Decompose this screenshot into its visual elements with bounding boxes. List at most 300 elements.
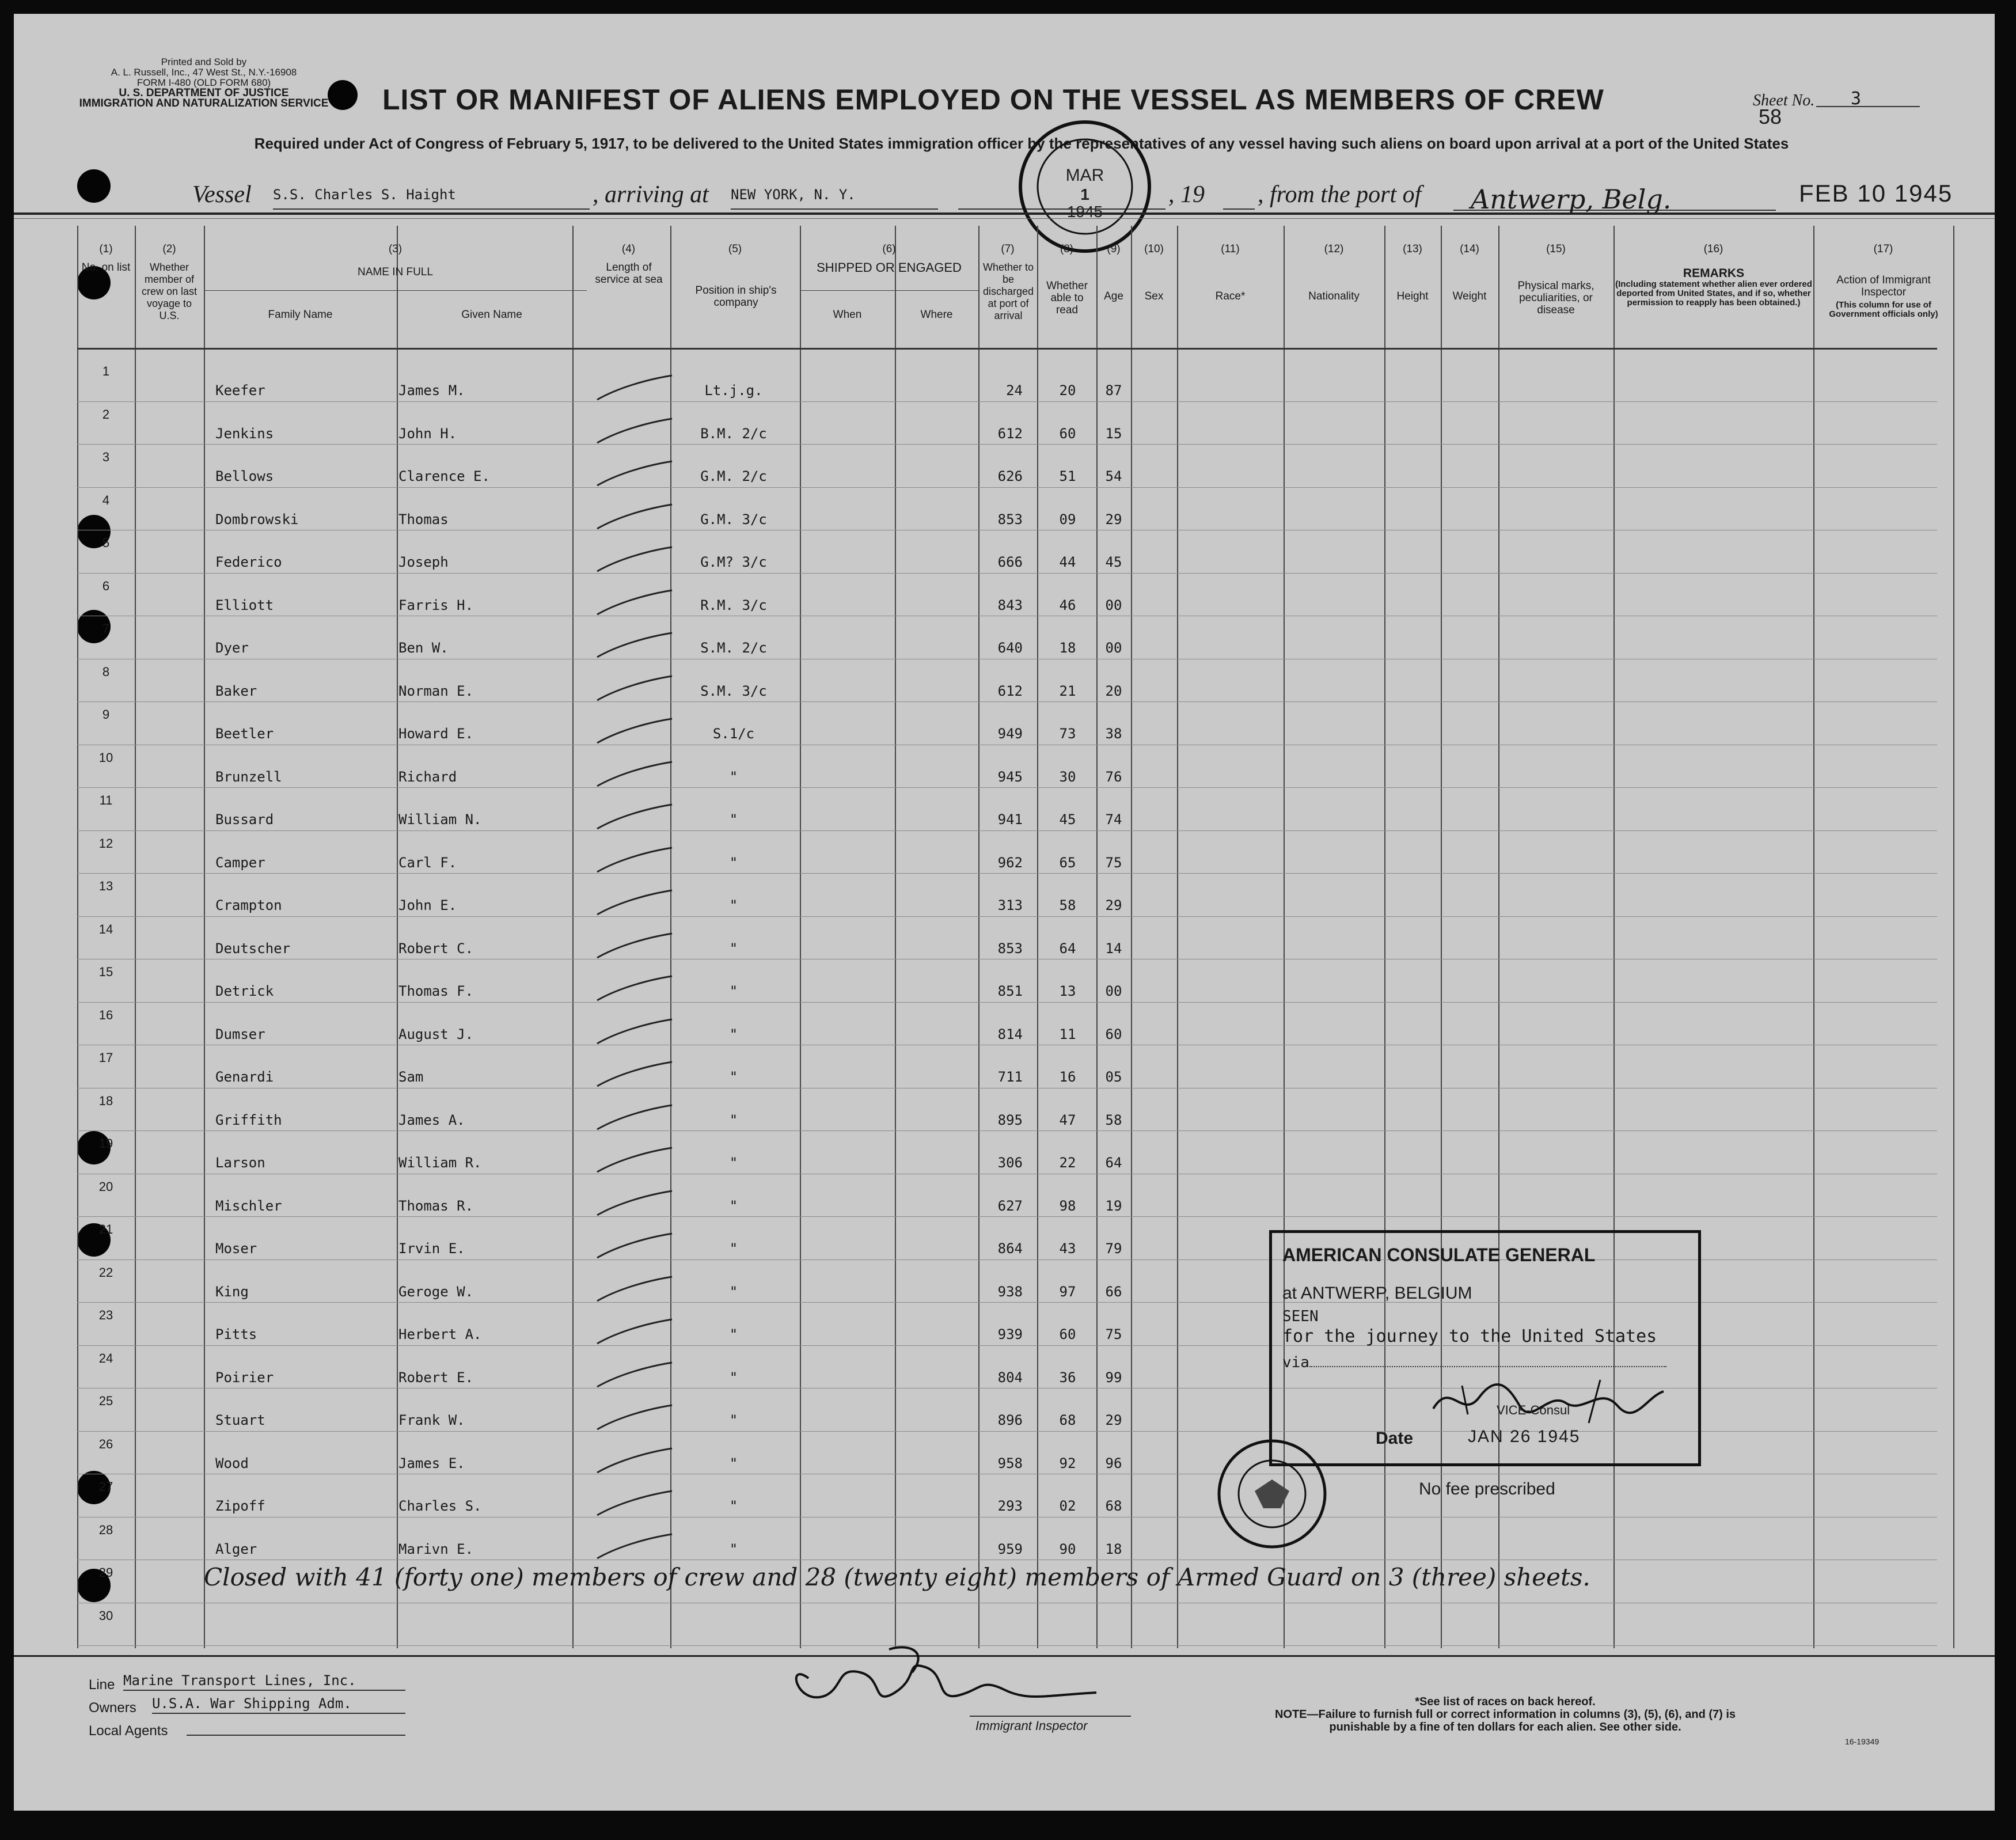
able-to-read-cell: 64 — [1059, 940, 1076, 957]
able-to-read-cell: 21 — [1059, 682, 1076, 699]
position-cell: " — [729, 1541, 738, 1557]
service-length-stroke — [594, 1146, 675, 1175]
consulate-stamp — [1269, 1230, 1701, 1466]
discharged-cell: 864 — [997, 1240, 1023, 1257]
age-cell: 05 — [1105, 1069, 1122, 1085]
column-number: (14) — [1460, 243, 1479, 255]
age-cell: 29 — [1105, 511, 1122, 528]
owners-label: Owners — [89, 1700, 136, 1716]
row-number: 22 — [98, 1265, 113, 1280]
service-length-stroke — [594, 1232, 675, 1261]
from-port-label: , from the port of — [1258, 181, 1422, 208]
row-number: 20 — [98, 1179, 113, 1194]
table-row-rule — [77, 573, 1937, 574]
able-to-read-cell: 22 — [1059, 1155, 1076, 1171]
inspector-signature — [774, 1638, 1119, 1718]
service-length-stroke — [594, 1532, 675, 1561]
able-to-read-cell: 60 — [1059, 1326, 1076, 1342]
family-name-cell: Keefer — [215, 382, 265, 399]
column-number: (1) — [99, 243, 113, 255]
consul-role: VICE-Consul — [1497, 1403, 1570, 1417]
given-name-cell: Richard — [398, 768, 457, 785]
row-number: 15 — [98, 965, 113, 979]
able-to-read-cell: 47 — [1059, 1111, 1076, 1128]
column-number: (15) — [1546, 243, 1566, 255]
given-name-cell: Clarence E. — [398, 468, 490, 484]
consul-signature — [1427, 1374, 1669, 1426]
position-cell: R.M. 3/c — [700, 597, 767, 613]
table-row-rule — [77, 787, 1937, 788]
family-name-cell: Camper — [215, 854, 265, 871]
arrival-stamp-month: MAR — [1065, 166, 1104, 185]
position-cell: " — [729, 983, 738, 999]
family-name-cell: Beetler — [215, 726, 274, 742]
family-name-cell: Baker — [215, 682, 257, 699]
row-number: 21 — [98, 1222, 113, 1236]
column-number: (10) — [1144, 243, 1164, 255]
vessel-field — [273, 187, 590, 210]
service-length-stroke — [594, 545, 675, 574]
row-number: 17 — [98, 1050, 113, 1065]
given-name-cell: Thomas F. — [398, 983, 474, 999]
age-cell: 00 — [1105, 983, 1122, 999]
table-column-rule — [572, 226, 574, 1648]
header-shipped-engaged: SHIPPED OR ENGAGED — [817, 260, 962, 275]
column-number: (5) — [728, 243, 742, 255]
given-name-cell: August J. — [398, 1026, 474, 1042]
consulate-title: AMERICAN CONSULATE GENERAL — [1282, 1245, 1596, 1265]
given-name-cell: Geroge W. — [398, 1283, 474, 1300]
service-length-stroke — [594, 932, 675, 961]
position-cell: " — [729, 1326, 738, 1342]
row-number: 5 — [102, 536, 110, 550]
given-name-cell: William R. — [398, 1155, 482, 1171]
given-name-cell: Robert C. — [398, 940, 474, 957]
position-cell: S.M. 3/c — [700, 682, 767, 699]
service-length-stroke — [594, 974, 675, 1003]
family-name-cell: Bussard — [215, 811, 274, 828]
header-able-to-read: Whether able to read — [1046, 280, 1088, 316]
given-name-cell: Thomas R. — [398, 1197, 474, 1214]
age-cell: 66 — [1105, 1283, 1122, 1300]
sheet-underline — [1816, 106, 1920, 107]
service-name: IMMIGRATION AND NATURALIZATION SERVICE — [79, 97, 329, 109]
able-to-read-cell: 58 — [1059, 897, 1076, 913]
age-cell: 68 — [1105, 1498, 1122, 1514]
age-cell: 29 — [1105, 1412, 1122, 1428]
given-name-cell: James E. — [398, 1455, 465, 1471]
row-number: 3 — [102, 450, 110, 464]
given-name-cell: Sam — [398, 1069, 424, 1085]
service-length-stroke — [594, 803, 675, 832]
discharged-cell: 941 — [997, 811, 1023, 828]
position-cell: " — [729, 1498, 738, 1514]
required-notice: Required under Act of Congress of February 5, 1917, to be delivered to the United States immigration officer by the representatives of any vessel having such aliens on board upon arrival at a port of the United States — [254, 135, 1789, 152]
table-column-rule — [1177, 226, 1178, 1648]
line-value: Marine Transport Lines, Inc. — [123, 1672, 356, 1689]
able-to-read-cell: 92 — [1059, 1455, 1076, 1471]
position-cell: " — [729, 1412, 738, 1428]
able-to-read-cell: 45 — [1059, 811, 1076, 828]
row-number: 18 — [98, 1093, 113, 1108]
position-cell: " — [729, 1197, 738, 1214]
given-name-cell: John E. — [398, 897, 457, 913]
consulate-seal-stamp — [1214, 1436, 1330, 1551]
header-when: When — [833, 309, 862, 321]
row-number: 12 — [98, 836, 113, 851]
discharged-cell: 843 — [997, 597, 1023, 613]
header-rule — [14, 213, 1995, 215]
service-length-stroke — [594, 1447, 675, 1475]
position-cell: " — [729, 897, 738, 913]
given-name-cell: Farris H. — [398, 597, 474, 613]
consulate-journey: for the journey to the United States — [1282, 1326, 1657, 1346]
able-to-read-cell: 11 — [1059, 1026, 1076, 1042]
family-name-cell: Alger — [215, 1541, 257, 1557]
header-discharged: Whether to be discharged at port of arrival — [982, 261, 1034, 321]
able-to-read-cell: 30 — [1059, 768, 1076, 785]
given-name-cell: Marivn E. — [398, 1541, 474, 1557]
able-to-read-cell: 13 — [1059, 983, 1076, 999]
discharged-cell: 293 — [997, 1498, 1023, 1514]
year-label: , 19 — [1168, 181, 1205, 208]
discharged-cell: 939 — [997, 1326, 1023, 1342]
family-name-cell: Zipoff — [215, 1498, 265, 1514]
service-length-stroke — [594, 503, 675, 532]
able-to-read-cell: 20 — [1059, 382, 1076, 399]
column-number: (11) — [1221, 243, 1240, 255]
given-name-cell: Thomas — [398, 511, 449, 528]
service-length-stroke — [594, 1103, 675, 1132]
family-name-cell: Crampton — [215, 897, 282, 913]
header-age: Age — [1104, 290, 1123, 302]
inspector-field — [970, 1716, 1131, 1717]
table-row-rule — [77, 916, 1937, 917]
discharged-cell: 306 — [997, 1155, 1023, 1171]
service-length-stroke — [594, 889, 675, 917]
discharged-cell: 313 — [997, 897, 1023, 913]
able-to-read-cell: 02 — [1059, 1498, 1076, 1514]
family-name-cell: Deutscher — [215, 940, 291, 957]
department-name: U. S. DEPARTMENT OF JUSTICE — [119, 87, 289, 99]
header-given-name: Given Name — [461, 309, 522, 321]
table-column-rule — [77, 226, 78, 1648]
family-name-cell: Bellows — [215, 468, 274, 484]
age-cell: 74 — [1105, 811, 1122, 828]
service-length-stroke — [594, 589, 675, 617]
row-number: 23 — [98, 1308, 113, 1322]
given-name-cell: Ben W. — [398, 640, 449, 656]
age-cell: 54 — [1105, 468, 1122, 484]
column-number: (16) — [1703, 243, 1723, 255]
row-number: 13 — [98, 879, 113, 893]
header-list-number: No. on list — [81, 261, 131, 274]
column-number: (3) — [388, 243, 403, 255]
age-cell: 58 — [1105, 1111, 1122, 1128]
column-number: (17) — [1873, 243, 1893, 255]
table-row-rule — [77, 401, 1937, 402]
header-nationality: Nationality — [1308, 290, 1360, 302]
discharged-cell: 612 — [997, 682, 1023, 699]
able-to-read-cell: 68 — [1059, 1412, 1076, 1428]
discharged-cell: 612 — [997, 425, 1023, 442]
able-to-read-cell: 36 — [1059, 1369, 1076, 1386]
able-to-read-cell: 18 — [1059, 640, 1076, 656]
vessel-label: Vessel — [192, 181, 252, 208]
vessel-name: S.S. Charles S. Haight — [273, 187, 456, 203]
service-length-stroke — [594, 1361, 675, 1390]
from-port-field — [1453, 184, 1776, 215]
age-cell: 15 — [1105, 425, 1122, 442]
column-number: (12) — [1324, 243, 1344, 255]
discharged-cell: 626 — [997, 468, 1023, 484]
consulate-seen: SEEN — [1282, 1308, 1319, 1325]
table-row-rule — [77, 830, 1937, 831]
table-row-rule — [77, 873, 1937, 874]
local-agents-label: Local Agents — [89, 1723, 168, 1739]
table-column-rule — [1813, 226, 1814, 1648]
position-cell: " — [729, 1369, 738, 1386]
age-cell: 96 — [1105, 1455, 1122, 1471]
table-column-rule — [1037, 226, 1038, 1648]
able-to-read-cell: 44 — [1059, 554, 1076, 570]
discharged-cell: 945 — [997, 768, 1023, 785]
position-cell: S.M. 2/c — [700, 640, 767, 656]
given-name-cell: John H. — [398, 425, 457, 442]
able-to-read-cell: 16 — [1059, 1069, 1076, 1085]
discharged-cell: 640 — [997, 640, 1023, 656]
discharged-cell: 896 — [997, 1412, 1023, 1428]
position-cell: " — [729, 1026, 738, 1042]
age-cell: 19 — [1105, 1197, 1122, 1214]
service-length-stroke — [594, 631, 675, 660]
position-cell: B.M. 2/c — [700, 425, 767, 442]
header-action-inspector-sub: (This column for use of Government officials only) — [1829, 300, 1938, 319]
footer-note-races: *See list of races on back hereof. — [1415, 1695, 1596, 1708]
able-to-read-cell: 46 — [1059, 597, 1076, 613]
header-remarks-sub: (Including statement whether alien ever ordered deported from United States, and if so, whether permission to reapply has been obtained.) — [1615, 279, 1812, 308]
service-length-stroke — [594, 846, 675, 875]
discharged-cell: 814 — [997, 1026, 1023, 1042]
table-column-rule — [895, 226, 896, 1648]
able-to-read-cell: 09 — [1059, 511, 1076, 528]
row-number: 1 — [102, 364, 110, 378]
printer-line: Printed and Sold by — [161, 56, 247, 67]
position-cell: G.M? 3/c — [700, 554, 767, 570]
row-number: 27 — [98, 1479, 113, 1494]
family-name-cell: Griffith — [215, 1111, 282, 1128]
row-number: 9 — [102, 707, 110, 722]
age-cell: 60 — [1105, 1026, 1122, 1042]
form-number: FORM I-480 (OLD FORM 680) — [136, 77, 271, 88]
sheet-label: Sheet No. — [1753, 92, 1815, 109]
service-length-stroke — [594, 1489, 675, 1518]
document-title: LIST OR MANIFEST OF ALIENS EMPLOYED ON THE VESSEL AS MEMBERS OF CREW — [382, 84, 1604, 116]
shipped-header-divider — [800, 290, 978, 291]
consulate-date-value: JAN 26 1945 — [1468, 1427, 1581, 1446]
owners-field — [152, 1695, 405, 1714]
column-number: (9) — [1107, 243, 1121, 255]
family-name-cell: Poirier — [215, 1369, 274, 1386]
family-name-cell: Mischler — [215, 1197, 282, 1214]
age-cell: 79 — [1105, 1240, 1122, 1257]
position-cell: " — [729, 768, 738, 785]
header-action-inspector: Action of Immigrant Inspector — [1836, 274, 1931, 298]
age-cell: 76 — [1105, 768, 1122, 785]
row-number: 4 — [102, 492, 110, 507]
local-agents-field — [187, 1735, 405, 1736]
table-row-rule — [77, 487, 1937, 488]
discharged-cell: 666 — [997, 554, 1023, 570]
column-number: (13) — [1403, 243, 1422, 255]
discharged-cell: 851 — [997, 983, 1023, 999]
given-name-cell: Joseph — [398, 554, 449, 570]
row-number: 28 — [98, 1522, 113, 1537]
discharged-cell: 804 — [997, 1369, 1023, 1386]
service-length-stroke — [594, 1403, 675, 1432]
service-length-stroke — [594, 1318, 675, 1346]
service-length-stroke — [594, 374, 675, 403]
given-name-cell: Irvin E. — [398, 1240, 465, 1257]
discharged-cell: 958 — [997, 1455, 1023, 1471]
discharged-cell: 949 — [997, 726, 1023, 742]
given-name-cell: James M. — [398, 382, 465, 399]
table-row-rule — [77, 1130, 1937, 1131]
row-number: 11 — [99, 793, 113, 807]
printer-line: A. L. Russell, Inc., 47 West St., N.Y.-16908 — [111, 67, 297, 78]
header-remarks: REMARKS — [1683, 267, 1745, 280]
row-number: 14 — [98, 921, 113, 936]
able-to-read-cell: 90 — [1059, 1541, 1076, 1557]
given-name-cell: James A. — [398, 1111, 465, 1128]
service-length-stroke — [594, 717, 675, 746]
discharged-cell: 959 — [997, 1541, 1023, 1557]
family-name-cell: Dumser — [215, 1026, 265, 1042]
family-name-cell: Genardi — [215, 1069, 274, 1085]
table-column-rule — [204, 226, 205, 1648]
header-name-in-full: NAME IN FULL — [358, 266, 433, 278]
consulate-via — [1282, 1354, 1666, 1371]
age-cell: 14 — [1105, 940, 1122, 957]
age-cell: 75 — [1105, 854, 1122, 871]
position-cell: " — [729, 854, 738, 871]
able-to-read-cell: 51 — [1059, 468, 1076, 484]
closing-note: Closed with 41 (forty one) members of crew and 28 (twenty eight) members of Armed Guard on 3 (three) sheets. — [204, 1563, 1590, 1591]
arriving-port: NEW YORK, N. Y. — [731, 187, 856, 203]
column-number: (6) — [882, 243, 896, 255]
discharged-cell: 853 — [997, 511, 1023, 528]
family-name-cell: Federico — [215, 554, 282, 570]
arriving-field — [731, 187, 938, 210]
able-to-read-cell: 65 — [1059, 854, 1076, 871]
column-number: (7) — [1001, 243, 1015, 255]
header-physical-marks: Physical marks, peculiarities, or disease — [1517, 280, 1594, 316]
given-name-cell: Herbert A. — [398, 1326, 482, 1342]
able-to-read-cell: 97 — [1059, 1283, 1076, 1300]
position-cell: " — [729, 1111, 738, 1128]
table-row-rule — [77, 1216, 1937, 1217]
service-length-stroke — [594, 460, 675, 488]
age-cell: 20 — [1105, 682, 1122, 699]
column-number: (4) — [621, 243, 636, 255]
footer-note-penalty: NOTE—Failure to furnish full or correct information in columns (3), (5), (6), and (7) is punishable by a fine of ten dollars for each alien. See other side. — [1274, 1708, 1736, 1733]
column-number: (8) — [1060, 243, 1074, 255]
family-name-cell: Dombrowski — [215, 511, 299, 528]
age-cell: 45 — [1105, 554, 1122, 570]
service-length-stroke — [594, 1189, 675, 1218]
year-field — [1223, 208, 1255, 210]
from-port: Antwerp, Belg. — [1471, 184, 1672, 215]
no-fee-note: No fee prescribed — [1419, 1479, 1555, 1498]
sheet-number: 3 — [1851, 89, 1862, 109]
table-column-rule — [800, 226, 801, 1648]
given-name-cell: William N. — [398, 811, 482, 828]
received-date-stamp: FEB 10 1945 — [1799, 180, 1953, 207]
row-number: 25 — [98, 1394, 113, 1408]
age-cell: 18 — [1105, 1541, 1122, 1557]
discharged-cell: 895 — [997, 1111, 1023, 1128]
given-name-cell: Frank W. — [398, 1412, 465, 1428]
given-name-cell: Charles S. — [398, 1498, 482, 1514]
discharged-cell: 853 — [997, 940, 1023, 957]
service-length-stroke — [594, 760, 675, 789]
family-name-cell: Dyer — [215, 640, 249, 656]
arrival-stamp-seal — [1013, 115, 1157, 259]
line-field — [123, 1672, 405, 1691]
row-number: 10 — [98, 750, 113, 765]
footer-note — [1258, 1695, 1753, 1733]
service-length-stroke — [594, 1018, 675, 1046]
position-cell: G.M. 3/c — [700, 511, 767, 528]
given-name-cell: Howard E. — [398, 726, 474, 742]
row-number: 2 — [102, 407, 110, 422]
able-to-read-cell: 43 — [1059, 1240, 1076, 1257]
table-column-rule — [135, 226, 136, 1648]
printer-imprint — [48, 57, 359, 109]
arriving-label: , arriving at — [593, 181, 709, 208]
given-name-cell: Norman E. — [398, 682, 474, 699]
family-name-cell: Stuart — [215, 1412, 265, 1428]
position-cell: " — [729, 940, 738, 957]
row-number: 16 — [98, 1007, 113, 1022]
discharged-cell: 938 — [997, 1283, 1023, 1300]
discharged-cell: 24 — [1006, 382, 1023, 399]
header-sex: Sex — [1144, 290, 1164, 302]
position-cell: " — [729, 811, 738, 828]
discharged-cell: 962 — [997, 854, 1023, 871]
row-number: 30 — [98, 1608, 113, 1623]
table-row-rule — [77, 444, 1937, 445]
family-name-cell: Pitts — [215, 1326, 257, 1342]
header-length-of-service: Length of service at sea — [595, 261, 663, 286]
inspector-label: Immigrant Inspector — [975, 1718, 1088, 1733]
consulate-location: at ANTWERP, BELGIUM — [1282, 1284, 1472, 1303]
row-number: 29 — [98, 1565, 113, 1580]
discharged-cell: 711 — [997, 1069, 1023, 1085]
able-to-read-cell: 73 — [1059, 726, 1076, 742]
row-number: 26 — [98, 1436, 113, 1451]
header-position: Position in ship's company — [695, 284, 777, 309]
position-cell: " — [729, 1155, 738, 1171]
header-rule-thin — [14, 218, 1995, 219]
consulate-date-label: Date — [1376, 1429, 1414, 1448]
age-cell: 87 — [1105, 382, 1122, 399]
discharged-cell: 627 — [997, 1197, 1023, 1214]
family-name-cell: Jenkins — [215, 425, 274, 442]
header-last-voyage: Whether member of crew on last voyage to U.S. — [141, 261, 198, 321]
arrival-stamp-day: 1 — [1080, 185, 1089, 203]
row-number: 8 — [102, 664, 110, 679]
